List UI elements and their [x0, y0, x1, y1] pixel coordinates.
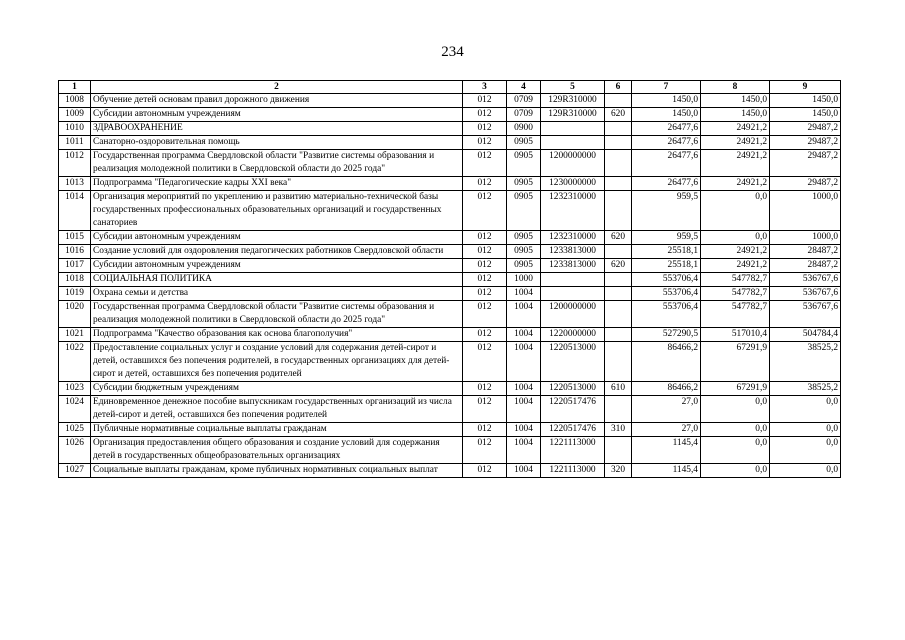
amount-year-2: 0,0: [701, 191, 770, 231]
amount-year-2: 24921,2: [701, 150, 770, 177]
expense-type-code: [605, 150, 632, 177]
row-number: 1020: [59, 301, 91, 328]
section-code: 0905: [507, 191, 541, 231]
amount-year-2: 0,0: [701, 396, 770, 423]
expense-type-code: 320: [605, 464, 632, 478]
expense-type-code: [605, 328, 632, 342]
row-name: Субсидии бюджетным учреждениям: [91, 382, 463, 396]
amount-year-1: 26477,6: [632, 136, 701, 150]
row-number: 1021: [59, 328, 91, 342]
amount-year-2: 0,0: [701, 464, 770, 478]
row-name: Предоставление социальных услуг и создание условий для содержания детей-сирот и детей, оставшихся без попечения родителей, в государственных организациях для детей-сирот и детей, оставшихся без попечения родителей: [91, 342, 463, 382]
target-code: 1221113000: [541, 464, 605, 478]
expense-type-code: [605, 177, 632, 191]
table-row: [59, 382, 841, 396]
admin-code: 012: [463, 94, 507, 108]
section-code: 1004: [507, 437, 541, 464]
target-code: 1232310000: [541, 231, 605, 245]
amount-year-3: 1450,0: [770, 108, 841, 122]
table-row: [59, 191, 841, 231]
amount-year-1: 959,5: [632, 231, 701, 245]
amount-year-2: 24921,2: [701, 122, 770, 136]
admin-code: 012: [463, 423, 507, 437]
amount-year-3: 28487,2: [770, 259, 841, 273]
section-code: 1004: [507, 328, 541, 342]
expense-type-code: [605, 437, 632, 464]
row-number: 1011: [59, 136, 91, 150]
amount-year-1: 1145,4: [632, 437, 701, 464]
amount-year-2: 547782,7: [701, 301, 770, 328]
table-row: [59, 122, 841, 136]
row-name: Единовременное денежное пособие выпускникам государственных организаций из числа детей-сирот и детей, оставшихся без попечения родителей: [91, 396, 463, 423]
section-code: 0905: [507, 259, 541, 273]
amount-year-3: 0,0: [770, 396, 841, 423]
row-number: 1009: [59, 108, 91, 122]
amount-year-3: 504784,4: [770, 328, 841, 342]
row-name: СОЦИАЛЬНАЯ ПОЛИТИКА: [91, 273, 463, 287]
amount-year-2: 24921,2: [701, 177, 770, 191]
amount-year-1: 25518,1: [632, 245, 701, 259]
row-name: Государственная программа Свердловской области "Развитие системы образования и реализация молодежной политики в Свердловской области до 2025 года": [91, 301, 463, 328]
expense-type-code: 620: [605, 259, 632, 273]
amount-year-2: 0,0: [701, 437, 770, 464]
section-code: 0709: [507, 108, 541, 122]
expense-type-code: [605, 191, 632, 231]
amount-year-2: 547782,7: [701, 273, 770, 287]
admin-code: 012: [463, 382, 507, 396]
expense-type-code: [605, 122, 632, 136]
amount-year-1: 26477,6: [632, 177, 701, 191]
row-name: Обучение детей основам правил дорожного движения: [91, 94, 463, 108]
admin-code: 012: [463, 328, 507, 342]
amount-year-1: 27,0: [632, 423, 701, 437]
section-code: 1004: [507, 464, 541, 478]
page-number: 234: [441, 44, 464, 60]
expense-type-code: 610: [605, 382, 632, 396]
column-header: 4: [507, 81, 541, 94]
column-header: 5: [541, 81, 605, 94]
target-code: 1220517476: [541, 396, 605, 423]
amount-year-2: 67291,9: [701, 382, 770, 396]
expense-type-code: [605, 245, 632, 259]
row-name: Создание условий для оздоровления педагогических работников Свердловской области: [91, 245, 463, 259]
row-number: 1019: [59, 287, 91, 301]
amount-year-3: 0,0: [770, 464, 841, 478]
row-number: 1008: [59, 94, 91, 108]
target-code: 1220513000: [541, 382, 605, 396]
table-row: [59, 287, 841, 301]
admin-code: 012: [463, 122, 507, 136]
amount-year-1: 553706,4: [632, 287, 701, 301]
row-number: 1025: [59, 423, 91, 437]
row-name: Подпрограмма "Качество образования как основа благополучия": [91, 328, 463, 342]
section-code: 1000: [507, 273, 541, 287]
amount-year-1: 26477,6: [632, 122, 701, 136]
admin-code: 012: [463, 245, 507, 259]
admin-code: 012: [463, 191, 507, 231]
row-name: Субсидии автономным учреждениям: [91, 231, 463, 245]
section-code: 0905: [507, 136, 541, 150]
target-code: 1232310000: [541, 191, 605, 231]
expense-type-code: [605, 396, 632, 423]
amount-year-2: 67291,9: [701, 342, 770, 382]
table-row: [59, 273, 841, 287]
table-body: [59, 94, 841, 478]
admin-code: 012: [463, 396, 507, 423]
expense-type-code: 620: [605, 231, 632, 245]
table-row: [59, 423, 841, 437]
amount-year-2: 1450,0: [701, 108, 770, 122]
table-row: [59, 259, 841, 273]
table-row: [59, 177, 841, 191]
section-code: 0905: [507, 231, 541, 245]
expense-type-code: 620: [605, 108, 632, 122]
amount-year-1: 26477,6: [632, 150, 701, 177]
expense-type-code: [605, 287, 632, 301]
amount-year-2: 0,0: [701, 423, 770, 437]
table-row: [59, 150, 841, 177]
column-header: 9: [770, 81, 841, 94]
admin-code: 012: [463, 177, 507, 191]
target-code: 1220000000: [541, 328, 605, 342]
row-name: Субсидии автономным учреждениям: [91, 108, 463, 122]
table-row: [59, 231, 841, 245]
row-number: 1022: [59, 342, 91, 382]
table-row: [59, 136, 841, 150]
row-number: 1027: [59, 464, 91, 478]
target-code: [541, 287, 605, 301]
admin-code: 012: [463, 342, 507, 382]
amount-year-3: 1000,0: [770, 191, 841, 231]
amount-year-3: 1450,0: [770, 94, 841, 108]
table-row: [59, 245, 841, 259]
admin-code: 012: [463, 150, 507, 177]
expense-type-code: [605, 301, 632, 328]
column-header: 2: [91, 81, 463, 94]
admin-code: 012: [463, 231, 507, 245]
admin-code: 012: [463, 259, 507, 273]
table-row: [59, 108, 841, 122]
admin-code: 012: [463, 301, 507, 328]
amount-year-1: 86466,2: [632, 382, 701, 396]
row-number: 1016: [59, 245, 91, 259]
section-code: 1004: [507, 382, 541, 396]
amount-year-3: 29487,2: [770, 136, 841, 150]
row-name: Санаторно-оздоровительная помощь: [91, 136, 463, 150]
target-code: 129R310000: [541, 108, 605, 122]
amount-year-1: 959,5: [632, 191, 701, 231]
amount-year-3: 38525,2: [770, 342, 841, 382]
table-row: [59, 301, 841, 328]
amount-year-1: 86466,2: [632, 342, 701, 382]
row-name: Социальные выплаты гражданам, кроме публичных нормативных социальных выплат: [91, 464, 463, 478]
section-code: 1004: [507, 423, 541, 437]
row-name: ЗДРАВООХРАНЕНИЕ: [91, 122, 463, 136]
amount-year-2: 24921,2: [701, 259, 770, 273]
row-number: 1013: [59, 177, 91, 191]
target-code: 1233813000: [541, 245, 605, 259]
section-code: 0905: [507, 245, 541, 259]
row-name: Публичные нормативные социальные выплаты гражданам: [91, 423, 463, 437]
section-code: 0709: [507, 94, 541, 108]
row-number: 1024: [59, 396, 91, 423]
amount-year-3: 536767,6: [770, 287, 841, 301]
table-row: [59, 328, 841, 342]
target-code: 1200000000: [541, 301, 605, 328]
expense-type-code: [605, 342, 632, 382]
section-code: 1004: [507, 301, 541, 328]
admin-code: 012: [463, 287, 507, 301]
row-number: 1014: [59, 191, 91, 231]
amount-year-3: 29487,2: [770, 150, 841, 177]
row-name: Подпрограмма "Педагогические кадры XXI века": [91, 177, 463, 191]
amount-year-1: 553706,4: [632, 273, 701, 287]
table-row: [59, 464, 841, 478]
table-row: [59, 437, 841, 464]
amount-year-3: 536767,6: [770, 273, 841, 287]
amount-year-2: 24921,2: [701, 136, 770, 150]
row-name: Организация мероприятий по укреплению и развитию материально-технической базы государственных профессиональных образовательных организаций и государственных санаториев: [91, 191, 463, 231]
column-header: 3: [463, 81, 507, 94]
admin-code: 012: [463, 273, 507, 287]
table-row: [59, 396, 841, 423]
amount-year-1: 1450,0: [632, 94, 701, 108]
expense-type-code: [605, 94, 632, 108]
column-header: 8: [701, 81, 770, 94]
amount-year-2: 24921,2: [701, 245, 770, 259]
target-code: 1230000000: [541, 177, 605, 191]
amount-year-1: 527290,5: [632, 328, 701, 342]
row-number: 1015: [59, 231, 91, 245]
section-code: 0900: [507, 122, 541, 136]
admin-code: 012: [463, 136, 507, 150]
amount-year-3: 1000,0: [770, 231, 841, 245]
target-code: 1221113000: [541, 437, 605, 464]
target-code: 1220513000: [541, 342, 605, 382]
row-number: 1023: [59, 382, 91, 396]
expense-type-code: [605, 136, 632, 150]
column-header: 1: [59, 81, 91, 94]
amount-year-3: 38525,2: [770, 382, 841, 396]
expense-type-code: [605, 273, 632, 287]
target-code: 129R310000: [541, 94, 605, 108]
section-code: 0905: [507, 150, 541, 177]
table-header-row: [59, 81, 841, 94]
section-code: 0905: [507, 177, 541, 191]
amount-year-3: 536767,6: [770, 301, 841, 328]
target-code: [541, 273, 605, 287]
amount-year-3: 29487,2: [770, 122, 841, 136]
amount-year-1: 553706,4: [632, 301, 701, 328]
target-code: 1220517476: [541, 423, 605, 437]
row-number: 1026: [59, 437, 91, 464]
amount-year-2: 1450,0: [701, 94, 770, 108]
target-code: 1200000000: [541, 150, 605, 177]
amount-year-3: 29487,2: [770, 177, 841, 191]
amount-year-2: 0,0: [701, 231, 770, 245]
admin-code: 012: [463, 108, 507, 122]
amount-year-3: 28487,2: [770, 245, 841, 259]
amount-year-1: 1145,4: [632, 464, 701, 478]
table-row: [59, 342, 841, 382]
row-number: 1017: [59, 259, 91, 273]
row-name: Государственная программа Свердловской области "Развитие системы образования и реализация молодежной политики в Свердловской области до 2025 года": [91, 150, 463, 177]
target-code: 1233813000: [541, 259, 605, 273]
admin-code: 012: [463, 464, 507, 478]
amount-year-1: 27,0: [632, 396, 701, 423]
admin-code: 012: [463, 437, 507, 464]
section-code: 1004: [507, 396, 541, 423]
amount-year-3: 0,0: [770, 437, 841, 464]
amount-year-3: 0,0: [770, 423, 841, 437]
table-row: [59, 94, 841, 108]
row-name: Субсидии автономным учреждениям: [91, 259, 463, 273]
target-code: [541, 136, 605, 150]
row-name: Охрана семьи и детства: [91, 287, 463, 301]
amount-year-2: 517010,4: [701, 328, 770, 342]
row-number: 1012: [59, 150, 91, 177]
row-name: Организация предоставления общего образования и создание условий для содержания детей в государственных общеобразовательных организациях: [91, 437, 463, 464]
expense-type-code: 310: [605, 423, 632, 437]
column-header: 6: [605, 81, 632, 94]
amount-year-1: 1450,0: [632, 108, 701, 122]
row-number: 1010: [59, 122, 91, 136]
column-header: 7: [632, 81, 701, 94]
amount-year-2: 547782,7: [701, 287, 770, 301]
amount-year-1: 25518,1: [632, 259, 701, 273]
target-code: [541, 122, 605, 136]
row-number: 1018: [59, 273, 91, 287]
budget-table: [58, 80, 841, 478]
section-code: 1004: [507, 342, 541, 382]
section-code: 1004: [507, 287, 541, 301]
